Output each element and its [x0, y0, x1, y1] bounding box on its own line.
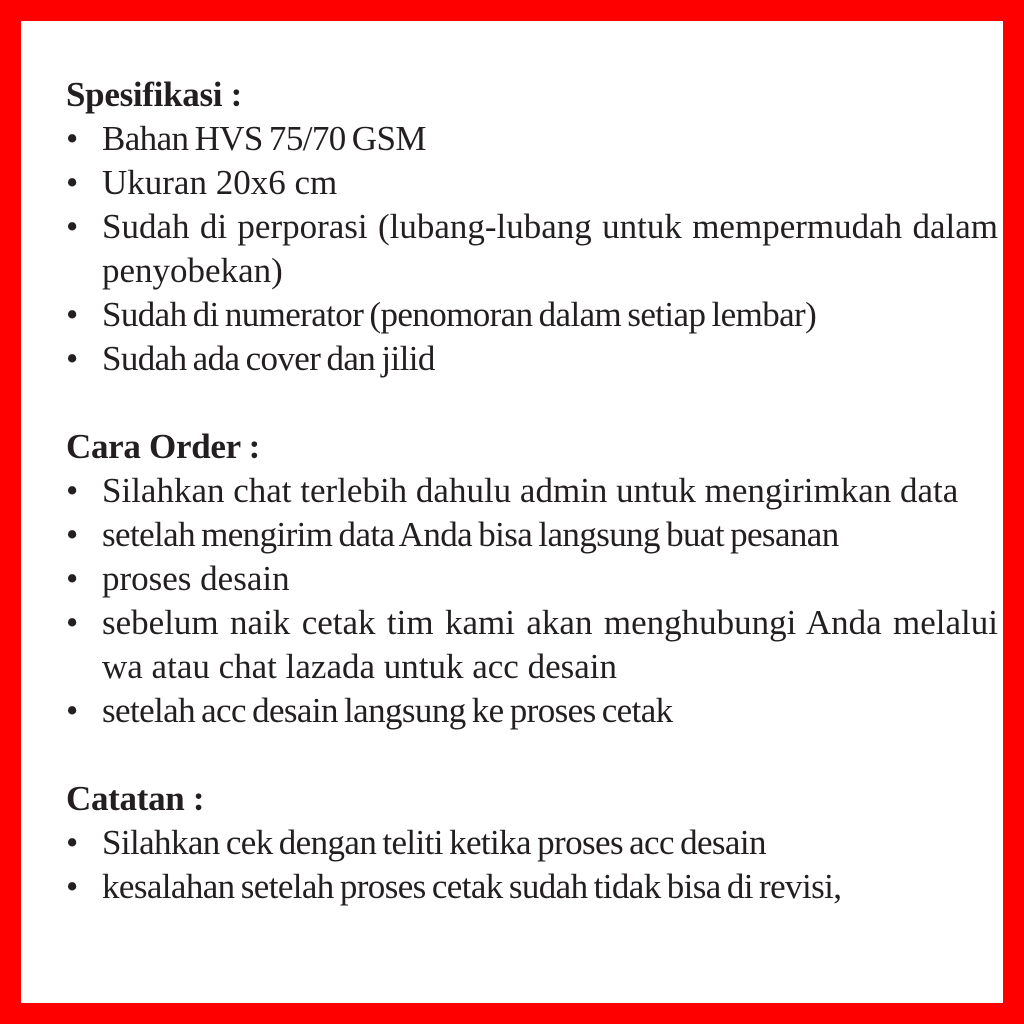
list-item: [66, 205, 998, 293]
bullet-icon: •: [66, 471, 79, 510]
list-item-text: setelah mengirim data Anda bisa langsung buat pesanan: [102, 515, 839, 554]
bullet-icon: •: [66, 823, 79, 862]
bullet-icon: •: [66, 515, 79, 554]
list-item-text: Sudah ada cover dan jilid: [102, 339, 435, 378]
list-item: [66, 161, 998, 205]
list-item-text: proses desain: [102, 559, 290, 598]
document-body: [66, 73, 998, 909]
list-item: [66, 821, 998, 865]
list-item: [66, 469, 998, 513]
list-item-text: Sudah di numerator (penomoran dalam setiap lembar): [102, 295, 817, 334]
section-heading: Catatan :: [66, 779, 205, 818]
list-item-text: sebelum naik cetak tim kami akan menghubungi Anda melalui wa atau chat lazada untuk acc desain: [102, 603, 998, 686]
list-item: [66, 117, 998, 161]
bullet-list: [66, 469, 998, 733]
bullet-icon: •: [66, 119, 79, 158]
bullet-icon: •: [66, 295, 79, 334]
list-item-text: Bahan HVS 75/70 GSM: [102, 119, 426, 158]
list-item-text: Sudah di perporasi (lubang-lubang untuk mempermudah dalam penyobekan): [102, 207, 998, 290]
bullet-list: [66, 117, 998, 381]
bullet-list: [66, 821, 998, 909]
bullet-icon: •: [66, 339, 79, 378]
bullet-icon: •: [66, 867, 79, 906]
section-catatan: [66, 777, 998, 909]
list-item: [66, 865, 998, 909]
section-heading: Cara Order :: [66, 427, 261, 466]
list-item-text: Silahkan chat terlebih dahulu admin untuk mengirimkan data: [102, 471, 959, 510]
list-item-text: kesalahan setelah proses cetak sudah tidak bisa di revisi,: [102, 867, 842, 906]
list-item: [66, 689, 998, 733]
bullet-icon: •: [66, 163, 79, 202]
list-item: [66, 293, 998, 337]
list-item: [66, 557, 998, 601]
list-item: [66, 513, 998, 557]
list-item-text: Silahkan cek dengan teliti ketika proses acc desain: [102, 823, 766, 862]
bullet-icon: •: [66, 207, 79, 246]
section-spesifikasi: [66, 73, 998, 381]
section-cara-order: [66, 425, 998, 733]
bullet-icon: •: [66, 559, 79, 598]
bullet-icon: •: [66, 603, 79, 642]
list-item-text: setelah acc desain langsung ke proses cetak: [102, 691, 673, 730]
list-item-text: Ukuran 20x6 cm: [102, 163, 338, 202]
section-heading: Spesifikasi :: [66, 75, 243, 114]
list-item: [66, 337, 998, 381]
list-item: [66, 601, 998, 689]
bullet-icon: •: [66, 691, 79, 730]
